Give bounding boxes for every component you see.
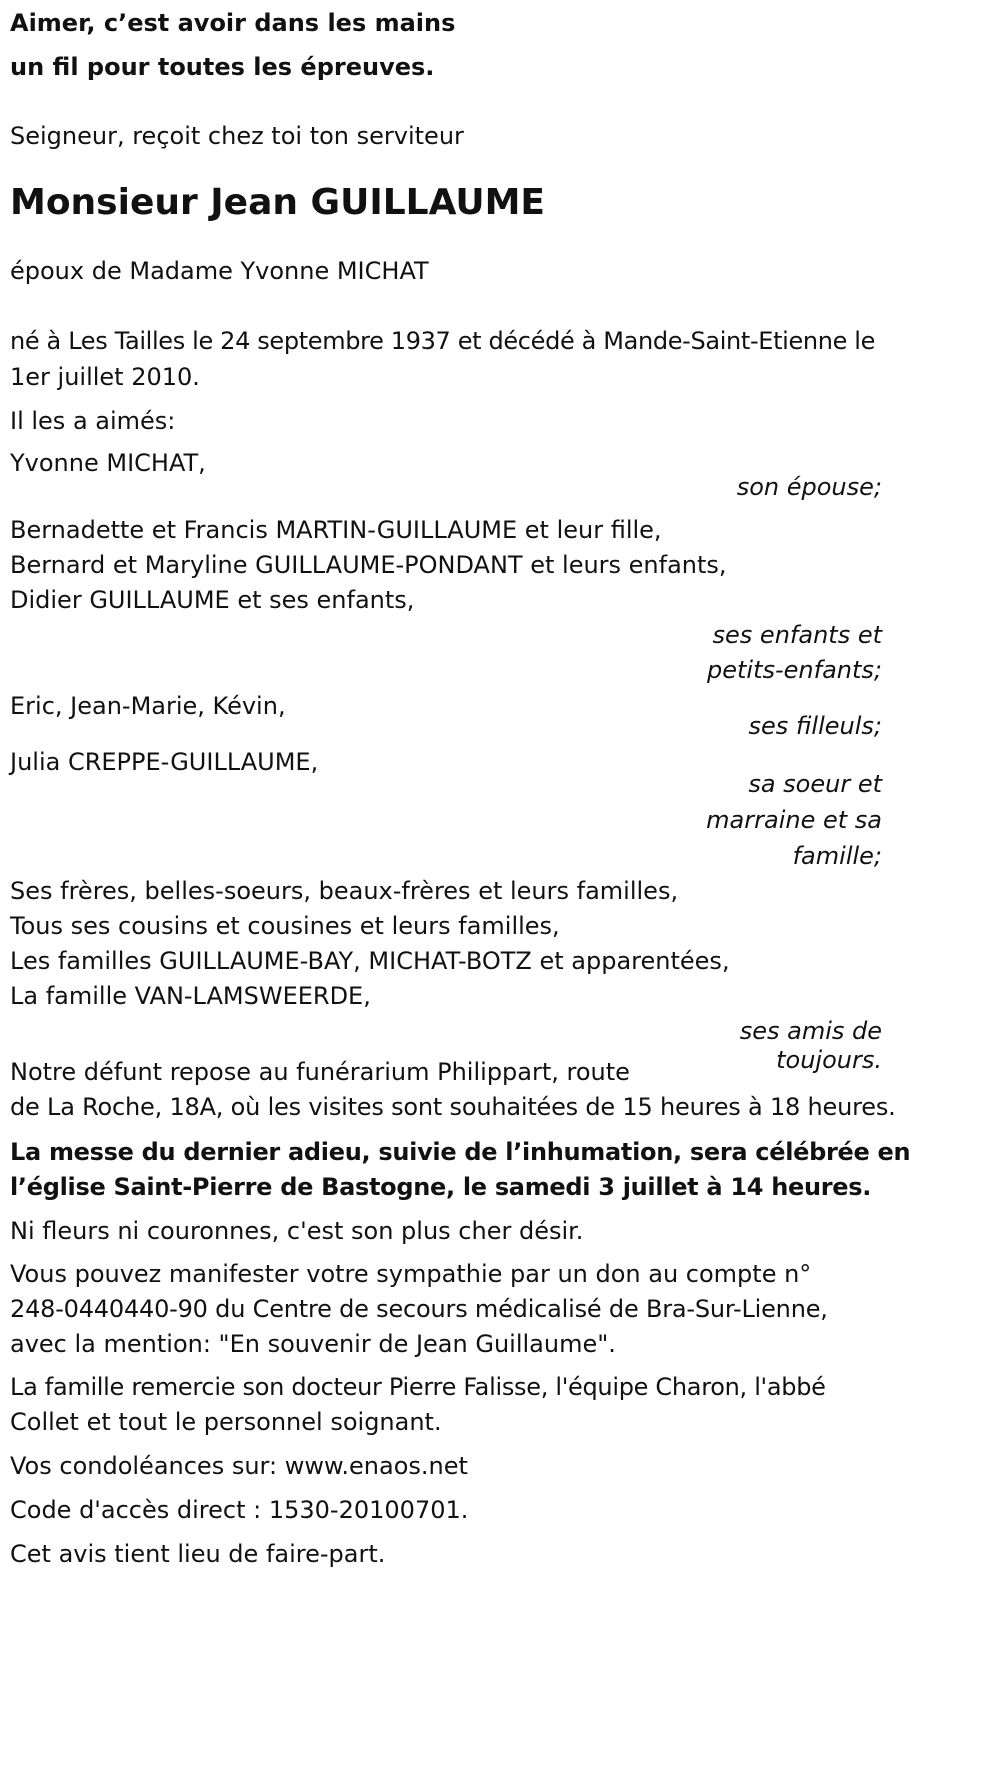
spouse-line: époux de Madame Yvonne MICHAT xyxy=(10,257,429,285)
mourner-name: Bernadette et Francis MARTIN-GUILLAUME et leur fille, xyxy=(10,516,662,544)
mourner-group-children xyxy=(10,513,882,688)
relation-label: famille; xyxy=(792,842,882,870)
mourner-name: Julia CREPPE-GUILLAUME, xyxy=(10,748,319,776)
repose-paragraph xyxy=(10,1046,896,1125)
thanks-line-1: La famille remercie son docteur Pierre Falisse, l'équipe Charon, l'abbé xyxy=(10,1373,826,1401)
thanks-paragraph xyxy=(10,1370,882,1440)
mourner-name: Eric, Jean-Marie, Kévin, xyxy=(10,692,286,720)
thanks-line-2: Collet et tout le personnel soignant. xyxy=(10,1408,442,1436)
relation-label: ses enfants et xyxy=(712,621,882,649)
flowers-line: Ni fleurs ni couronnes, c'est son plus cher désir. xyxy=(10,1217,584,1245)
donation-line-1: Vous pouvez manifester votre sympathie par un don au compte n° xyxy=(10,1260,812,1288)
prayer-line: Seigneur, reçoit chez toi ton serviteur xyxy=(10,122,464,150)
mass-line-1: La messe du dernier adieu, suivie de l’inhumation, sera célébrée en xyxy=(10,1138,911,1166)
mourner-name: Yvonne MICHAT, xyxy=(10,449,206,477)
mourner-name: Tous ses cousins et cousines et leurs familles, xyxy=(10,912,560,940)
donation-line-3: avec la mention: "En souvenir de Jean Guillaume". xyxy=(10,1330,616,1358)
loved-intro: Il les a aimés: xyxy=(10,407,176,435)
birth-death-paragraph xyxy=(10,321,882,397)
mourner-name: Ses frères, belles-soeurs, beaux-frères et leurs familles, xyxy=(10,877,679,905)
access-code-line: Code d'accès direct : 1530-20100701. xyxy=(10,1496,469,1524)
birth-death-line-2: 1er juillet 2010. xyxy=(10,363,200,391)
opening-quote xyxy=(10,0,882,88)
mourner-group-family xyxy=(10,874,882,1049)
mourner-group-godchildren xyxy=(10,688,882,744)
condolences-line: Vos condoléances sur: www.enaos.net xyxy=(10,1452,468,1480)
birth-death-line-1: né à Les Tailles le 24 septembre 1937 et décédé à Mande-Saint-Etienne le xyxy=(10,327,876,355)
mass-paragraph xyxy=(10,1135,911,1205)
donation-paragraph xyxy=(10,1257,882,1362)
relation-label: ses filleuls; xyxy=(748,712,882,740)
mass-line-2: l’église Saint-Pierre de Bastogne, le samedi 3 juillet à 14 heures. xyxy=(10,1173,872,1201)
quote-line-1: Aimer, c’est avoir dans les mains xyxy=(10,9,456,37)
quote-line-2: un fil pour toutes les épreuves. xyxy=(10,53,435,81)
relation-label: ses amis de xyxy=(739,1017,882,1045)
relation-label: marraine et sa xyxy=(706,806,882,834)
donation-line-2: 248-0440440-90 du Centre de secours médicalisé de Bra-Sur-Lienne, xyxy=(10,1295,828,1323)
deceased-name: Monsieur Jean GUILLAUME xyxy=(10,182,546,223)
relation-label: sa soeur et xyxy=(748,770,882,798)
mourner-name: Didier GUILLAUME et ses enfants, xyxy=(10,586,415,614)
mourner-name: Bernard et Maryline GUILLAUME-PONDANT et leurs enfants, xyxy=(10,551,727,579)
mourner-name: La famille VAN-LAMSWEERDE, xyxy=(10,982,371,1010)
notice-line: Cet avis tient lieu de faire-part. xyxy=(10,1540,386,1568)
relation-label: toujours. xyxy=(776,1046,882,1074)
mourner-group-spouse xyxy=(10,443,882,507)
repose-line-1: Notre défunt repose au funérarium Philippart, route xyxy=(10,1058,630,1086)
repose-line-2: de La Roche, 18A, où les visites sont souhaitées de 15 heures à 18 heures. xyxy=(10,1093,896,1121)
mourner-name: Les familles GUILLAUME-BAY, MICHAT-BOTZ et apparentées, xyxy=(10,947,730,975)
obituary-notice xyxy=(10,0,911,1572)
relation-label: petits-enfants; xyxy=(707,656,882,684)
mourner-group-sister xyxy=(10,744,882,874)
relation-label: son épouse; xyxy=(736,473,882,501)
